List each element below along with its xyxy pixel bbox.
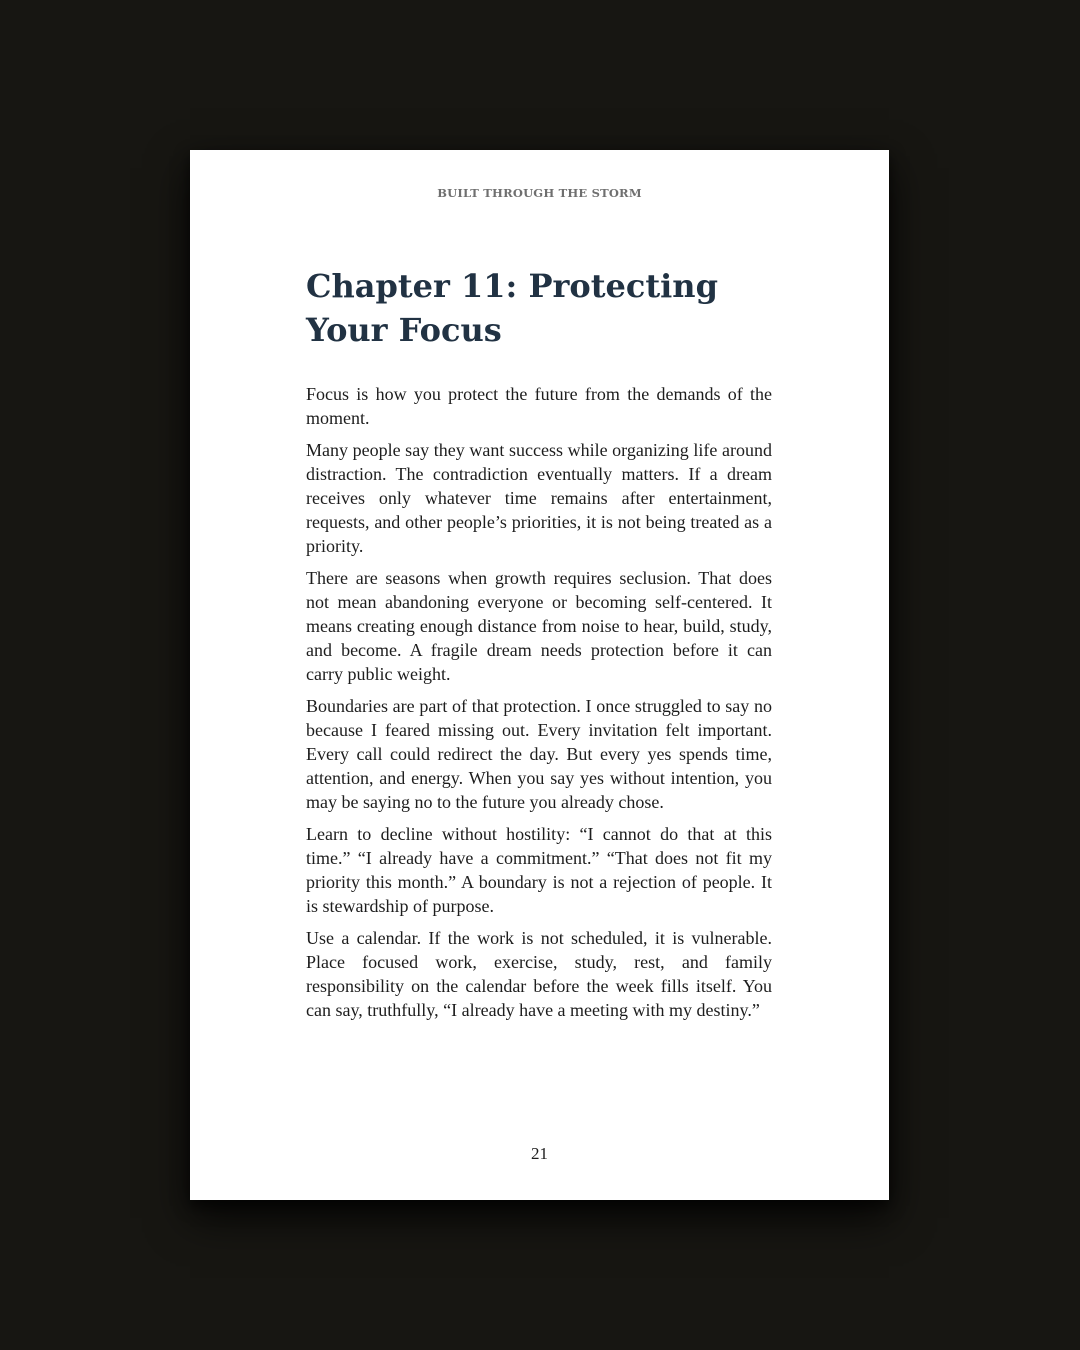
paragraph: Use a calendar. If the work is not scheduled, it is vulnerable. Place focused work, exercise, study, rest, and family responsibility on the calendar before the week fills itself. You can say, truthfully, “I already have a meeting with my destiny.” xyxy=(306,928,772,1020)
paragraph: Focus is how you protect the future from the demands of the moment. xyxy=(306,384,772,428)
running-head: BUILT THROUGH THE STORM xyxy=(437,186,642,200)
paragraph: Learn to decline without hostility: “I cannot do that at this time.” “I already have a commitment.” “That does not fit my priority this month.” A boundary is not a rejection of people. It is stewardship of purpose. xyxy=(306,824,772,916)
paragraph: Many people say they want success while organizing life around distraction. The contradiction eventually matters. If a dream receives only whatever time remains after entertainment, requests, and other people’s priorities, it is not being treated as a priority. xyxy=(306,440,772,556)
paragraph: Boundaries are part of that protection. I once struggled to say no because I feared missing out. Every invitation felt important. Every call could redirect the day. But every yes spends time, attention, and energy. When you say yes without intention, you may be saying no to the future you already chose. xyxy=(306,696,772,812)
page-number: 21 xyxy=(531,1144,548,1163)
book-page xyxy=(190,150,889,1200)
chapter-title: Chapter 11: Protecting Your Focus xyxy=(306,267,718,349)
paragraph: There are seasons when growth requires seclusion. That does not mean abandoning everyone or becoming self-centered. It means creating enough distance from noise to hear, build, study, and become. A fragile dream needs protection before it can carry public weight. xyxy=(306,568,772,684)
chapter-body xyxy=(306,382,772,1030)
